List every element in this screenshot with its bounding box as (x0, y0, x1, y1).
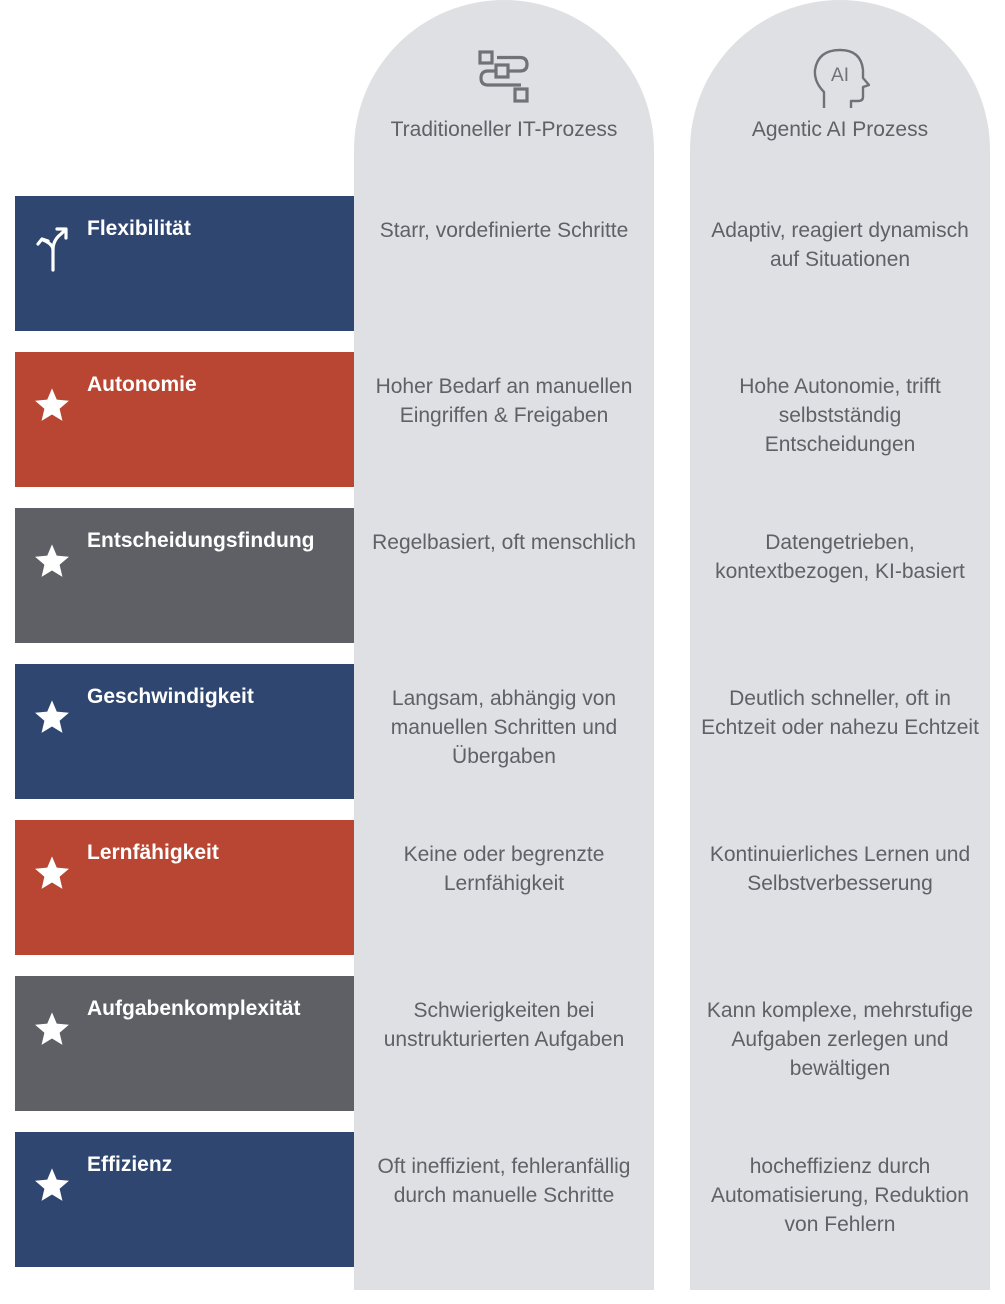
row-label-flexibilitaet (15, 196, 354, 331)
ai-head-icon (810, 48, 870, 110)
cell-agentic-autonomie: Hohe Autonomie, trifft selbstständig Entscheidungen (739, 375, 941, 456)
row-label-lernfaehigkeit (15, 820, 354, 955)
row-title: Aufgabenkomplexität (87, 997, 301, 1020)
star-icon (33, 542, 71, 580)
row-title: Geschwindigkeit (87, 685, 254, 708)
cell-agentic-geschwindigkeit: Deutlich schneller, oft in Echtzeit oder nahezu Echtzeit (701, 687, 979, 739)
star-icon (33, 386, 71, 424)
star-icon (33, 1010, 71, 1048)
column-traditional (354, 0, 654, 1290)
star-icon (33, 854, 71, 892)
row-title: Flexibilität (87, 217, 191, 240)
column-title-traditional: Traditioneller IT-Prozess (390, 118, 618, 141)
cell-agentic-lernfaehigkeit: Kontinuierliches Lernen und Selbstverbesserung (709, 843, 971, 895)
cell-agentic-effizienz: hocheffizienz durch Automatisierung, Reduktion von Fehlern (711, 1155, 969, 1236)
row-label-autonomie (15, 352, 354, 487)
cell-traditional-geschwindigkeit: Langsam, abhängig von manuellen Schritten und Übergaben (390, 687, 618, 768)
cell-traditional-autonomie: Hoher Bedarf an manuellen Eingriffen & Freigaben (375, 375, 633, 427)
row-label-entscheidungsfindung (15, 508, 354, 643)
cell-traditional-entscheidungsfindung: Regelbasiert, oft menschlich (372, 531, 636, 554)
cell-traditional-lernfaehigkeit: Keine oder begrenzte Lernfähigkeit (403, 843, 605, 895)
cell-traditional-aufgabenkomplexitaet: Schwierigkeiten bei unstrukturierten Aufgaben (383, 999, 625, 1051)
cell-agentic-entscheidungsfindung: Datengetrieben, kontextbezogen, KI-basiert (715, 531, 965, 583)
row-title: Effizienz (87, 1153, 173, 1176)
row-title: Lernfähigkeit (87, 841, 219, 864)
branch-arrows-icon (33, 224, 71, 272)
cell-agentic-flexibilitaet: Adaptiv, reagiert dynamisch auf Situationen (711, 219, 969, 271)
row-label-geschwindigkeit (15, 664, 354, 799)
cell-agentic-aufgabenkomplexitaet: Kann komplexe, mehrstufige Aufgaben zerlegen und bewältigen (706, 999, 974, 1080)
column-agentic (690, 0, 990, 1290)
star-icon (33, 698, 71, 736)
cell-traditional-effizienz: Oft ineffizient, fehleranfällig durch manuelle Schritte (377, 1155, 631, 1207)
star-icon (33, 1166, 71, 1204)
cell-traditional-flexibilitaet: Starr, vordefinierte Schritte (379, 219, 629, 242)
svg-text:AI: AI (831, 65, 849, 86)
column-title-agentic: Agentic AI Prozess (751, 118, 929, 141)
row-label-aufgabenkomplexitaet (15, 976, 354, 1111)
row-title: Autonomie (87, 373, 197, 396)
row-label-effizienz (15, 1132, 354, 1267)
row-title: Entscheidungsfindung (87, 529, 315, 552)
process-flow-icon (474, 48, 534, 110)
